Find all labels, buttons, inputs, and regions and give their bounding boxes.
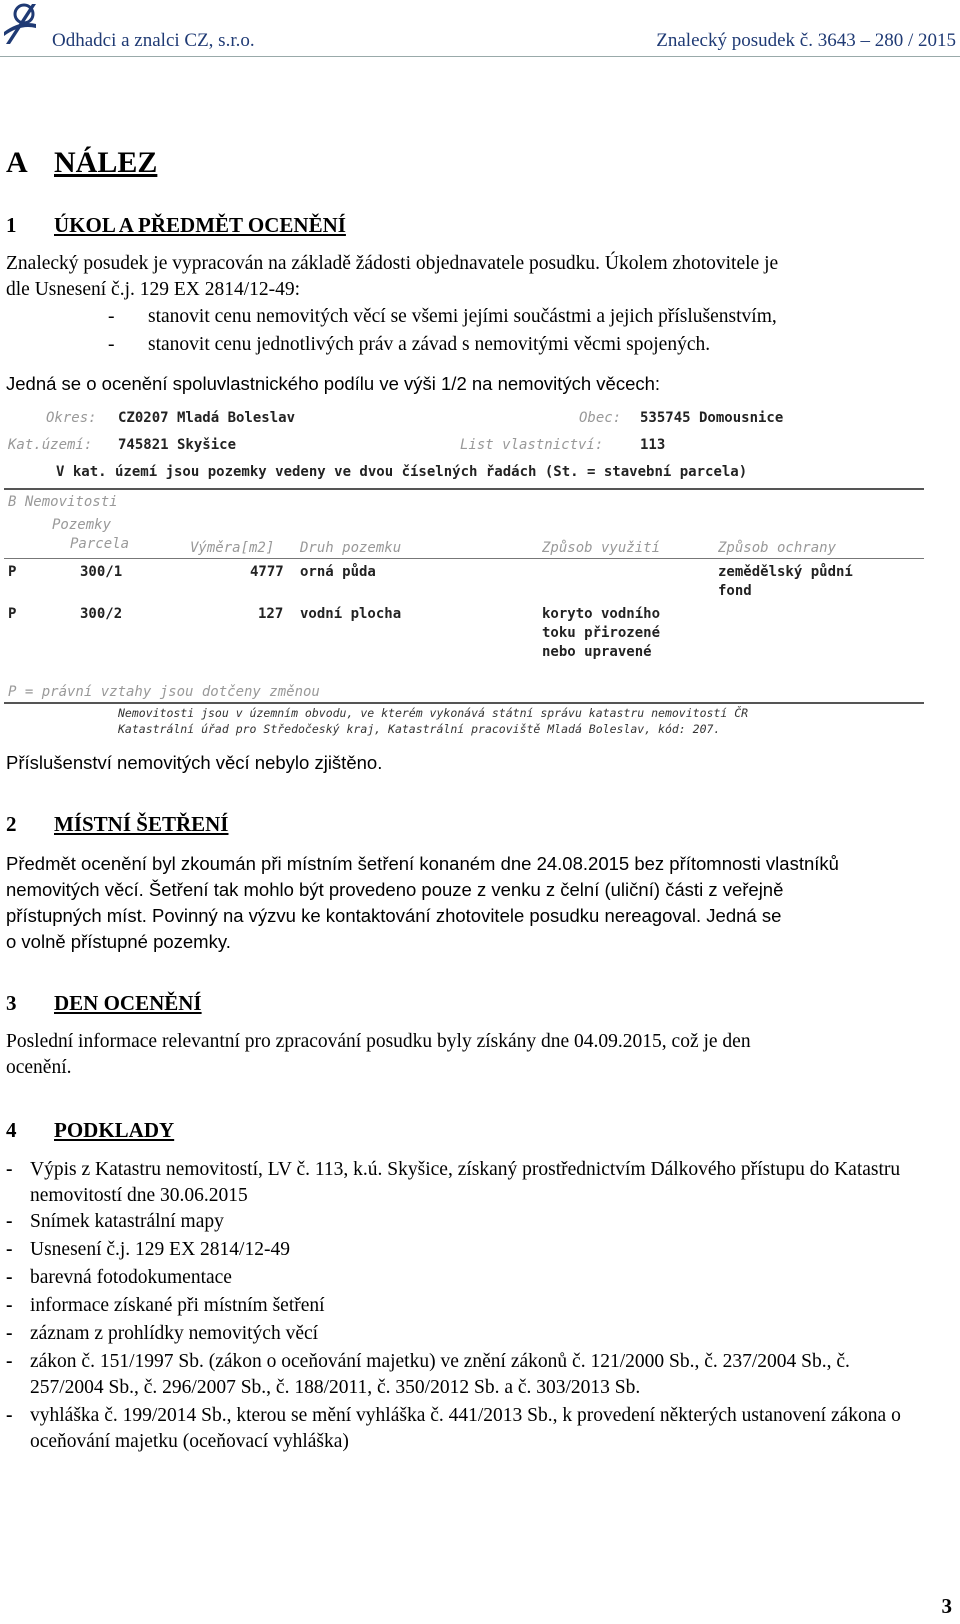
lv-label: List vlastnictví: bbox=[460, 437, 604, 453]
list-item-text: informace získané při místním šetření bbox=[30, 1295, 325, 1316]
section2-text bbox=[6, 851, 924, 955]
list-item-text: vyhláška č. 199/2014 Sb., kterou se mění vyhláška č. 441/2013 Sb., k provedení některých ustanovení zákona o oceňování majetku (oceňovací vyhláška) bbox=[30, 1405, 901, 1452]
row-parcela: 300/2 bbox=[80, 606, 123, 622]
list-item: - zákon č. 151/1997 Sb. (zákon o oceňování majetku) ve znění zákonů č. 121/2000 Sb., č. 237/2004 Sb., č. 257/2004 Sb., č. 296/2007 Sb., č. 188/2011, č. 350/2012 Sb. a č. 303/2013 Sb. bbox=[6, 1351, 850, 1398]
section3-number: 3 bbox=[6, 991, 17, 1015]
list-item-text: záznam z prohlídky nemovitých věcí bbox=[30, 1323, 319, 1344]
section2-line: přístupných míst. Povinný na výzvu ke kontaktování zhotovitele posudku nereagoval. Jedná se bbox=[6, 905, 782, 926]
katuzemi-label: Kat.území: bbox=[8, 437, 93, 453]
section1-title: ÚKOL A PŘEDMĚT OCENĚNÍ bbox=[54, 213, 346, 237]
task-item: - stanovit cenu nemovitých věcí se všemi jejími součástmi a jejich příslušenstvím, bbox=[108, 306, 777, 327]
company-logo-icon bbox=[2, 2, 38, 48]
section4-number: 4 bbox=[6, 1118, 17, 1142]
section3-title: DEN OCENĚNÍ bbox=[54, 991, 202, 1015]
col-parcela: Parcela bbox=[70, 536, 130, 552]
company-name: Odhadci a znalci CZ, s.r.o. bbox=[52, 30, 255, 51]
section1-intro-line1: Znalecký posudek je vypracován na základě žádosti objednavatele posudku. Úkolem zhotovitele je bbox=[6, 253, 779, 274]
row-vyuziti-line: nebo upravené bbox=[542, 644, 652, 660]
row-flag: P bbox=[8, 564, 17, 580]
section3-line: ocenění. bbox=[6, 1057, 72, 1078]
cadastre-note: V kat. území jsou pozemky vedeny ve dvou číselných řadách (St. = stavební parcela) bbox=[56, 464, 748, 480]
section1-heading bbox=[6, 213, 346, 238]
list-item-text: Výpis z Katastru nemovitostí, LV č. 113, k.ú. Skyšice, získaný prostřednictvím Dálkového přístupu do Katastru nemovitostí dne 30.06.2015 bbox=[30, 1159, 901, 1206]
main-heading bbox=[6, 146, 157, 180]
section4-heading bbox=[6, 1118, 174, 1143]
page-number: 3 bbox=[941, 1594, 952, 1618]
list-item-text: Snímek katastrální mapy bbox=[30, 1211, 224, 1232]
row-druh: vodní plocha bbox=[300, 606, 402, 622]
section1-number: 1 bbox=[6, 213, 17, 237]
col-vymera: Výměra[m2] bbox=[190, 540, 275, 556]
row-vyuziti-line: toku přirozené bbox=[542, 625, 661, 641]
row-druh: orná půda bbox=[300, 564, 376, 580]
section2-line: Předmět ocenění byl zkoumán při místním šetření konaném dne 24.08.2015 bez přítomnosti vlastníků bbox=[6, 853, 839, 874]
section3-text bbox=[6, 1029, 924, 1081]
list-item: - barevná fotodokumentace bbox=[6, 1267, 232, 1288]
report-number: Znalecký posudek č. 3643 – 280 / 2015 bbox=[656, 30, 956, 51]
okres-label: Okres: bbox=[46, 410, 97, 426]
list-item-text: Usnesení č.j. 129 EX 2814/12-49 bbox=[30, 1239, 290, 1260]
cadastre-footer-line2: Katastrální úřad pro Středočeský kraj, Katastrální pracoviště Mladá Boleslav, kód: 207. bbox=[118, 722, 721, 736]
legend-divider bbox=[4, 702, 924, 704]
katuzemi-value: 745821 Skyšice bbox=[118, 437, 237, 453]
row-vyuziti-line: koryto vodního bbox=[542, 606, 661, 622]
legend-text: P = právní vztahy jsou dotčeny změnou bbox=[8, 684, 320, 700]
col-druh: Druh pozemku bbox=[300, 540, 402, 556]
row-ochrana-line: zemědělský půdní bbox=[718, 564, 853, 580]
share-text: Jedná se o ocenění spoluvlastnického podílu ve výši 1/2 na nemovitých věcech: bbox=[6, 373, 661, 394]
cadastre-footer-line1: Nemovitosti jsou v územním obvodu, ve kterém vykonává státní správu katastru nemovitostí ČR bbox=[118, 706, 749, 720]
cadastre-extract bbox=[4, 402, 924, 762]
row-vymera: 127 bbox=[258, 606, 284, 622]
list-item: - Snímek katastrální mapy bbox=[6, 1211, 224, 1232]
list-item: - vyhláška č. 199/2014 Sb., kterou se mění vyhláška č. 441/2013 Sb., k provedení některých ustanovení zákona o oceňování majetku (oceňovací vyhláška) bbox=[6, 1405, 901, 1452]
page-header bbox=[0, 0, 960, 58]
main-heading-title: NÁLEZ bbox=[54, 146, 158, 179]
list-item: - Usnesení č.j. 129 EX 2814/12-49 bbox=[6, 1239, 290, 1260]
task-item-text: stanovit cenu jednotlivých práv a závad s nemovitými věcmi spojených. bbox=[148, 334, 711, 355]
okres-value: CZ0207 Mladá Boleslav bbox=[118, 410, 296, 426]
pozemky-label: Pozemky bbox=[52, 517, 112, 533]
list-item: - záznam z prohlídky nemovitých věcí bbox=[6, 1323, 319, 1344]
section1-intro-line2: dle Usnesení č.j. 129 EX 2814/12-49: bbox=[6, 279, 301, 300]
header-divider bbox=[0, 56, 960, 57]
obec-label: Obec: bbox=[579, 410, 622, 426]
section2-heading bbox=[6, 812, 228, 837]
section-b-label: B Nemovitosti bbox=[8, 494, 118, 510]
task-item-text: stanovit cenu nemovitých věcí se všemi jejími součástmi a jejich příslušenstvím, bbox=[148, 306, 777, 327]
row-ochrana-line: fond bbox=[718, 583, 752, 599]
col-zpusob-vyuziti: Způsob využití bbox=[542, 540, 661, 556]
section3-heading bbox=[6, 991, 202, 1016]
row-vymera: 4777 bbox=[250, 564, 284, 580]
section3-line: Poslední informace relevantní pro zpracování posudku byly získány dne 04.09.2015, což je den bbox=[6, 1031, 751, 1052]
obec-value: 535745 Domousnice bbox=[640, 410, 784, 426]
lv-value: 113 bbox=[640, 437, 666, 453]
section2-title: MÍSTNÍ ŠETŘENÍ bbox=[54, 812, 229, 836]
list-item: - Výpis z Katastru nemovitostí, LV č. 113, k.ú. Skyšice, získaný prostřednictvím Dálkového přístupu do Katastru nemovitostí dne 30.06.2015 bbox=[6, 1159, 901, 1206]
accessory-text: Příslušenství nemovitých věcí nebylo zjištěno. bbox=[6, 752, 383, 773]
list-item: - informace získané při místním šetření bbox=[6, 1295, 325, 1316]
section2-number: 2 bbox=[6, 812, 17, 836]
section2-line: nemovitých věcí. Šetření tak mohlo být provedeno pouze z venku z čelní (uliční) části z veřejně bbox=[6, 879, 784, 900]
main-heading-letter: A bbox=[6, 146, 28, 179]
list-item-text: barevná fotodokumentace bbox=[30, 1267, 232, 1288]
col-zpusob-ochrany: Způsob ochrany bbox=[718, 540, 837, 556]
section4-title: PODKLADY bbox=[54, 1118, 175, 1142]
row-flag: P bbox=[8, 606, 17, 622]
list-item-text: zákon č. 151/1997 Sb. (zákon o oceňování majetku) ve znění zákonů č. 121/2000 Sb., č. 237/2004 Sb., č. 257/2004 Sb., č. 296/2007 Sb., č. 188/2011, č. 350/2012 Sb. a č. 303/2013 Sb. bbox=[30, 1351, 850, 1398]
row-parcela: 300/1 bbox=[80, 564, 123, 580]
table-header-divider bbox=[4, 558, 924, 559]
section2-line: o volně přístupné pozemky. bbox=[6, 931, 231, 952]
cadastre-divider bbox=[4, 488, 924, 490]
sources-list bbox=[6, 1157, 918, 1457]
task-item: - stanovit cenu jednotlivých práv a závad s nemovitými věcmi spojených. bbox=[108, 334, 711, 355]
